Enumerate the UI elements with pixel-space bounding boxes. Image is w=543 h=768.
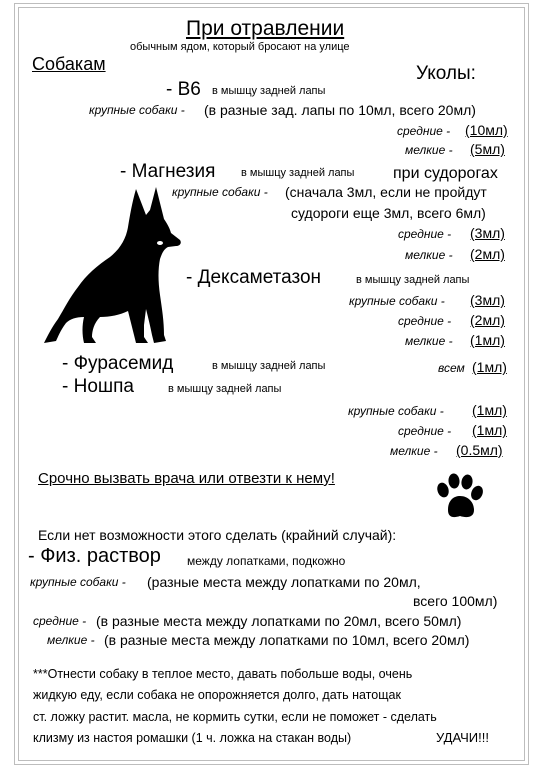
- b6-large-text: (в разные зад. лапы по 10мл, всего 20мл): [204, 102, 476, 118]
- magnesia-note: при судорогах: [393, 165, 498, 182]
- footer-line-4: клизму из настоя ромашки (1 ч. ложка на стакан воды): [33, 731, 352, 745]
- dexamethasone-large-value: (3мл): [470, 292, 505, 308]
- furosemide-site: в мышцу задней лапы: [212, 360, 326, 372]
- b6-small-label: мелкие -: [405, 143, 453, 157]
- dexamethasone-large-label: крупные собаки -: [349, 294, 445, 308]
- dexamethasone-small-label: мелкие -: [405, 334, 453, 348]
- furosemide-name: - Фурасемид: [62, 353, 174, 374]
- urgent-call: Срочно вызвать врача или отвезти к нему!: [38, 470, 335, 487]
- noshpa-small-label: мелкие -: [390, 444, 438, 458]
- noshpa-large-label: крупные собаки -: [348, 404, 444, 418]
- b6-name: - В6: [166, 79, 201, 100]
- b6-small-value: (5мл): [470, 141, 505, 157]
- noshpa-site: в мышцу задней лапы: [168, 383, 282, 395]
- magnesia-medium-label: средние -: [398, 227, 452, 241]
- furosemide-all-value: (1мл): [472, 359, 507, 375]
- noshpa-small-value: (0.5мл): [456, 442, 503, 458]
- dexamethasone-medium-value: (2мл): [470, 312, 505, 328]
- saline-medium-label: средние -: [33, 614, 87, 628]
- magnesia-large-text-1: (сначала 3мл, если не пройдут: [285, 184, 487, 200]
- noshpa-large-value: (1мл): [472, 402, 507, 418]
- dogs-label: Собакам: [32, 54, 106, 74]
- footer-line-1: ***Отнести собаку в теплое место, давать побольше воды, очень: [33, 667, 413, 681]
- b6-medium-value: (10мл): [465, 122, 508, 138]
- dexamethasone-medium-label: средние -: [398, 314, 452, 328]
- saline-site: между лопатками, подкожно: [187, 554, 346, 568]
- saline-small-label: мелкие -: [47, 633, 95, 647]
- saline-large-label: крупные собаки -: [30, 575, 126, 589]
- b6-large-label: крупные собаки -: [89, 103, 185, 117]
- magnesia-small-label: мелкие -: [405, 248, 453, 262]
- saline-medium-text: (в разные места между лопатками по 20мл, всего 50мл): [96, 613, 462, 629]
- fallback-intro: Если нет возможности этого сделать (крайний случай):: [38, 527, 397, 543]
- magnesia-name: - Магнезия: [120, 161, 216, 182]
- saline-name: - Физ. раствор: [28, 545, 161, 567]
- furosemide-all-label: всем: [438, 361, 465, 375]
- page-title: При отравлении: [186, 17, 345, 40]
- footer-signoff: УДАЧИ!!!: [436, 730, 489, 745]
- dexamethasone-name: - Дексаметазон: [186, 267, 322, 288]
- footer-line-3: ст. ложку растит. масла, не кормить сутки, если не поможет - сделать: [33, 710, 437, 724]
- footer-line-2: жидкую еду, если собака не опорожняется долго, дать натощак: [33, 688, 401, 702]
- dexamethasone-site: в мышцу задней лапы: [356, 274, 470, 286]
- magnesia-large-text-2: судороги еще 3мл, всего 6мл): [291, 205, 486, 221]
- noshpa-name: - Ношпа: [62, 376, 134, 397]
- page-subtitle: обычным ядом, который бросают на улице: [130, 41, 350, 53]
- b6-medium-label: средние -: [397, 124, 451, 138]
- b6-site: в мышцу задней лапы: [212, 85, 326, 97]
- magnesia-small-value: (2мл): [470, 246, 505, 262]
- magnesia-large-label: крупные собаки -: [172, 185, 268, 199]
- magnesia-medium-value: (3мл): [470, 225, 505, 241]
- noshpa-medium-label: средние -: [398, 424, 452, 438]
- saline-large-total: всего 100мл): [413, 593, 498, 609]
- dexamethasone-small-value: (1мл): [470, 332, 505, 348]
- injections-label: Уколы:: [416, 63, 476, 84]
- saline-large-text: (разные места между лопатками по 20мл,: [147, 574, 421, 590]
- paw-print-icon: [432, 472, 488, 522]
- magnesia-site: в мышцу задней лапы: [241, 167, 355, 179]
- dog-silhouette-icon: [40, 185, 190, 347]
- saline-small-text: (в разные места между лопатками по 10мл, всего 20мл): [104, 632, 470, 648]
- noshpa-medium-value: (1мл): [472, 422, 507, 438]
